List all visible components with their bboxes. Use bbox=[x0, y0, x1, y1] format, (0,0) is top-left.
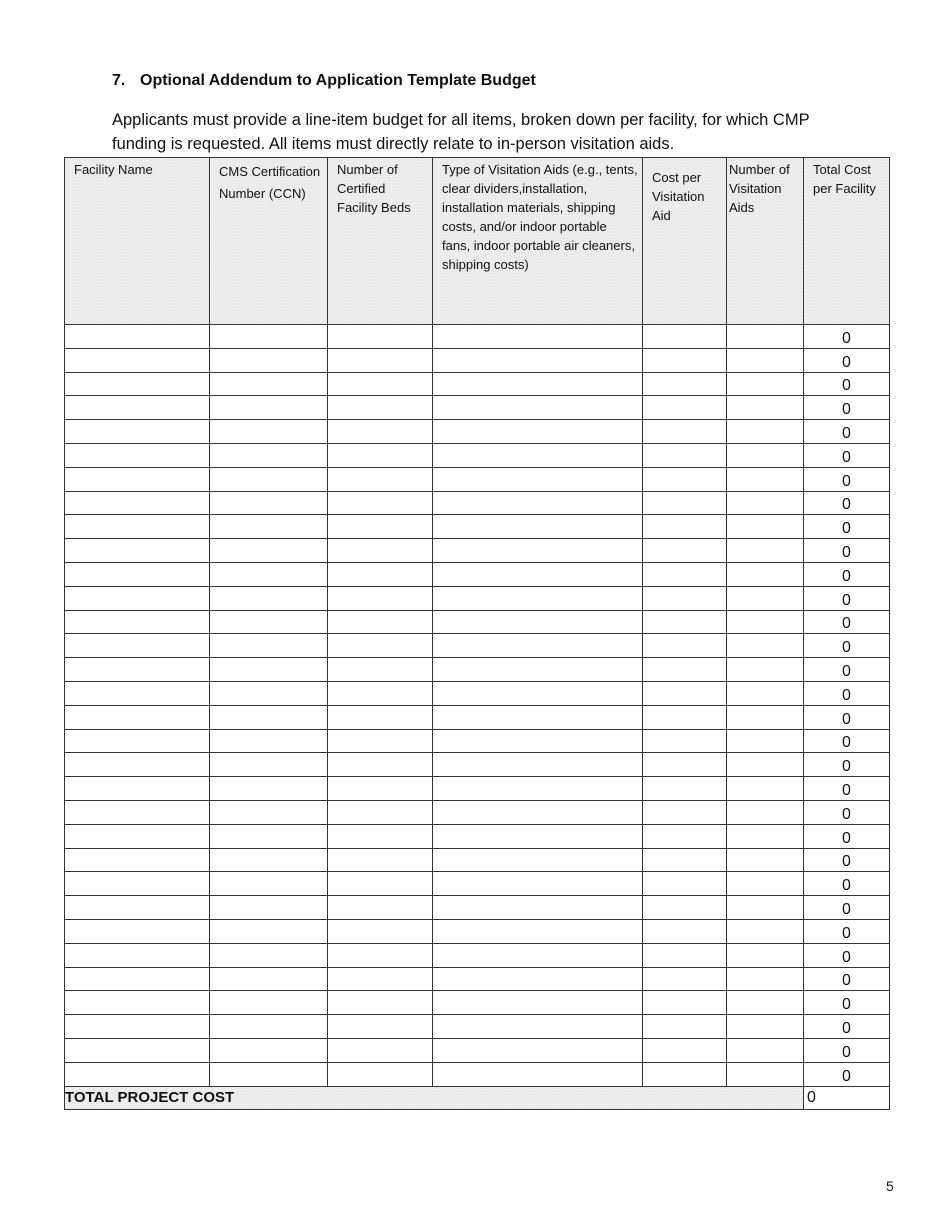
ccn-cell[interactable] bbox=[210, 943, 328, 967]
cost-per-aid-cell[interactable] bbox=[643, 348, 727, 372]
facility-name-cell[interactable] bbox=[65, 420, 210, 444]
number-of-aids-cell[interactable] bbox=[727, 872, 804, 896]
number-of-aids-cell[interactable] bbox=[727, 896, 804, 920]
visitation-aid-type-cell[interactable] bbox=[433, 396, 643, 420]
facility-name-cell[interactable] bbox=[65, 919, 210, 943]
total-cost-cell[interactable]: 0 bbox=[804, 1038, 890, 1062]
cost-per-aid-cell[interactable] bbox=[643, 967, 727, 991]
facility-name-cell[interactable] bbox=[65, 325, 210, 349]
total-cost-cell[interactable]: 0 bbox=[804, 634, 890, 658]
certified-beds-cell[interactable] bbox=[328, 467, 433, 491]
ccn-cell[interactable] bbox=[210, 396, 328, 420]
total-cost-cell[interactable]: 0 bbox=[804, 562, 890, 586]
cost-per-aid-cell[interactable] bbox=[643, 586, 727, 610]
ccn-cell[interactable] bbox=[210, 1015, 328, 1039]
number-of-aids-cell[interactable] bbox=[727, 1015, 804, 1039]
table-row bbox=[65, 919, 890, 943]
section-heading bbox=[112, 72, 536, 90]
visitation-aid-type-cell[interactable] bbox=[433, 991, 643, 1015]
total-cost-cell[interactable]: 0 bbox=[804, 491, 890, 515]
table-row bbox=[65, 1015, 890, 1039]
cost-per-aid-cell[interactable] bbox=[643, 848, 727, 872]
visitation-aid-type-cell[interactable] bbox=[433, 443, 643, 467]
total-cost-cell[interactable]: 0 bbox=[804, 872, 890, 896]
header-number-of-aids: Number of Visitation Aids bbox=[727, 158, 804, 325]
number-of-aids-cell[interactable] bbox=[727, 943, 804, 967]
cost-per-aid-cell[interactable] bbox=[643, 800, 727, 824]
table-row bbox=[65, 467, 890, 491]
number-of-aids-cell[interactable] bbox=[727, 586, 804, 610]
cost-per-aid-cell[interactable] bbox=[643, 658, 727, 682]
certified-beds-cell[interactable] bbox=[328, 1015, 433, 1039]
facility-name-cell[interactable] bbox=[65, 372, 210, 396]
section-title: Optional Addendum to Application Template Budget bbox=[140, 72, 536, 89]
ccn-cell[interactable] bbox=[210, 562, 328, 586]
number-of-aids-cell[interactable] bbox=[727, 491, 804, 515]
cost-per-aid-cell[interactable] bbox=[643, 872, 727, 896]
table-row bbox=[65, 562, 890, 586]
ccn-cell[interactable] bbox=[210, 753, 328, 777]
number-of-aids-cell[interactable] bbox=[727, 681, 804, 705]
number-of-aids-cell[interactable] bbox=[727, 634, 804, 658]
facility-name-cell[interactable] bbox=[65, 943, 210, 967]
header-certified-beds: Number of Certified Facility Beds bbox=[328, 158, 433, 325]
total-cost-cell[interactable]: 0 bbox=[804, 420, 890, 444]
facility-name-cell[interactable] bbox=[65, 848, 210, 872]
table-row bbox=[65, 610, 890, 634]
ccn-cell[interactable] bbox=[210, 800, 328, 824]
visitation-aid-type-cell[interactable] bbox=[433, 634, 643, 658]
ccn-cell[interactable] bbox=[210, 705, 328, 729]
visitation-aid-type-cell[interactable] bbox=[433, 681, 643, 705]
visitation-aid-type-cell[interactable] bbox=[433, 943, 643, 967]
table-row bbox=[65, 705, 890, 729]
table-row bbox=[65, 848, 890, 872]
facility-name-cell[interactable] bbox=[65, 610, 210, 634]
number-of-aids-cell[interactable] bbox=[727, 753, 804, 777]
facility-name-cell[interactable] bbox=[65, 800, 210, 824]
section-number: 7. bbox=[112, 72, 126, 89]
number-of-aids-cell[interactable] bbox=[727, 967, 804, 991]
facility-name-cell[interactable] bbox=[65, 824, 210, 848]
total-cost-cell[interactable]: 0 bbox=[804, 539, 890, 563]
number-of-aids-cell[interactable] bbox=[727, 467, 804, 491]
total-project-cost-value[interactable]: 0 bbox=[804, 1086, 890, 1109]
total-cost-cell[interactable]: 0 bbox=[804, 586, 890, 610]
facility-name-cell[interactable] bbox=[65, 777, 210, 801]
certified-beds-cell[interactable] bbox=[328, 753, 433, 777]
cost-per-aid-cell[interactable] bbox=[643, 562, 727, 586]
visitation-aid-type-cell[interactable] bbox=[433, 610, 643, 634]
ccn-cell[interactable] bbox=[210, 515, 328, 539]
visitation-aid-type-cell[interactable] bbox=[433, 467, 643, 491]
visitation-aid-type-cell[interactable] bbox=[433, 1038, 643, 1062]
ccn-cell[interactable] bbox=[210, 848, 328, 872]
cost-per-aid-cell[interactable] bbox=[643, 634, 727, 658]
total-cost-cell[interactable]: 0 bbox=[804, 372, 890, 396]
cost-per-aid-cell[interactable] bbox=[643, 753, 727, 777]
certified-beds-cell[interactable] bbox=[328, 991, 433, 1015]
cost-per-aid-cell[interactable] bbox=[643, 396, 727, 420]
table-row bbox=[65, 515, 890, 539]
total-cost-cell[interactable]: 0 bbox=[804, 515, 890, 539]
facility-name-cell[interactable] bbox=[65, 443, 210, 467]
number-of-aids-cell[interactable] bbox=[727, 372, 804, 396]
certified-beds-cell[interactable] bbox=[328, 872, 433, 896]
visitation-aid-type-cell[interactable] bbox=[433, 586, 643, 610]
table-row bbox=[65, 824, 890, 848]
certified-beds-cell[interactable] bbox=[328, 396, 433, 420]
cost-per-aid-cell[interactable] bbox=[643, 372, 727, 396]
facility-name-cell[interactable] bbox=[65, 467, 210, 491]
page-number: 5 bbox=[886, 1178, 894, 1194]
visitation-aid-type-cell[interactable] bbox=[433, 658, 643, 682]
table-row bbox=[65, 420, 890, 444]
ccn-cell[interactable] bbox=[210, 348, 328, 372]
table-row bbox=[65, 753, 890, 777]
number-of-aids-cell[interactable] bbox=[727, 705, 804, 729]
header-row bbox=[65, 158, 890, 325]
cost-per-aid-cell[interactable] bbox=[643, 919, 727, 943]
table-row bbox=[65, 658, 890, 682]
facility-name-cell[interactable] bbox=[65, 896, 210, 920]
table-row bbox=[65, 443, 890, 467]
certified-beds-cell[interactable] bbox=[328, 1038, 433, 1062]
ccn-cell[interactable] bbox=[210, 372, 328, 396]
ccn-cell[interactable] bbox=[210, 729, 328, 753]
facility-name-cell[interactable] bbox=[65, 1062, 210, 1086]
table-row bbox=[65, 777, 890, 801]
cost-per-aid-cell[interactable] bbox=[643, 610, 727, 634]
total-cost-cell[interactable]: 0 bbox=[804, 396, 890, 420]
table-row bbox=[65, 634, 890, 658]
ccn-cell[interactable] bbox=[210, 824, 328, 848]
ccn-cell[interactable] bbox=[210, 467, 328, 491]
cost-per-aid-cell[interactable] bbox=[643, 515, 727, 539]
table-row bbox=[65, 325, 890, 349]
certified-beds-cell[interactable] bbox=[328, 610, 433, 634]
facility-name-cell[interactable] bbox=[65, 491, 210, 515]
visitation-aid-type-cell[interactable] bbox=[433, 491, 643, 515]
certified-beds-cell[interactable] bbox=[328, 777, 433, 801]
cost-per-aid-cell[interactable] bbox=[643, 467, 727, 491]
ccn-cell[interactable] bbox=[210, 325, 328, 349]
number-of-aids-cell[interactable] bbox=[727, 848, 804, 872]
cost-per-aid-cell[interactable] bbox=[643, 420, 727, 444]
facility-name-cell[interactable] bbox=[65, 967, 210, 991]
total-cost-cell[interactable]: 0 bbox=[804, 753, 890, 777]
visitation-aid-type-cell[interactable] bbox=[433, 919, 643, 943]
certified-beds-cell[interactable] bbox=[328, 443, 433, 467]
total-cost-cell[interactable]: 0 bbox=[804, 777, 890, 801]
facility-name-cell[interactable] bbox=[65, 396, 210, 420]
ccn-cell[interactable] bbox=[210, 1062, 328, 1086]
total-cost-cell[interactable]: 0 bbox=[804, 919, 890, 943]
facility-name-cell[interactable] bbox=[65, 586, 210, 610]
total-cost-cell[interactable]: 0 bbox=[804, 348, 890, 372]
ccn-cell[interactable] bbox=[210, 896, 328, 920]
certified-beds-cell[interactable] bbox=[328, 420, 433, 444]
cost-per-aid-cell[interactable] bbox=[643, 1038, 727, 1062]
cost-per-aid-cell[interactable] bbox=[643, 491, 727, 515]
certified-beds-cell[interactable] bbox=[328, 681, 433, 705]
cost-per-aid-cell[interactable] bbox=[643, 896, 727, 920]
table-row bbox=[65, 991, 890, 1015]
total-cost-cell[interactable]: 0 bbox=[804, 991, 890, 1015]
table-row bbox=[65, 681, 890, 705]
facility-name-cell[interactable] bbox=[65, 729, 210, 753]
cost-per-aid-cell[interactable] bbox=[643, 777, 727, 801]
facility-name-cell[interactable] bbox=[65, 753, 210, 777]
visitation-aid-type-cell[interactable] bbox=[433, 562, 643, 586]
facility-name-cell[interactable] bbox=[65, 1038, 210, 1062]
visitation-aid-type-cell[interactable] bbox=[433, 539, 643, 563]
certified-beds-cell[interactable] bbox=[328, 800, 433, 824]
certified-beds-cell[interactable] bbox=[328, 896, 433, 920]
cost-per-aid-cell[interactable] bbox=[643, 1062, 727, 1086]
cost-per-aid-cell[interactable] bbox=[643, 824, 727, 848]
cost-per-aid-cell[interactable] bbox=[643, 443, 727, 467]
certified-beds-cell[interactable] bbox=[328, 658, 433, 682]
facility-name-cell[interactable] bbox=[65, 515, 210, 539]
certified-beds-cell[interactable] bbox=[328, 729, 433, 753]
facility-name-cell[interactable] bbox=[65, 658, 210, 682]
cost-per-aid-cell[interactable] bbox=[643, 539, 727, 563]
total-cost-cell[interactable]: 0 bbox=[804, 896, 890, 920]
cost-per-aid-cell[interactable] bbox=[643, 1015, 727, 1039]
certified-beds-cell[interactable] bbox=[328, 1062, 433, 1086]
facility-name-cell[interactable] bbox=[65, 991, 210, 1015]
certified-beds-cell[interactable] bbox=[328, 562, 433, 586]
header-ccn: CMS Certification Number (CCN) bbox=[210, 158, 328, 325]
certified-beds-cell[interactable] bbox=[328, 705, 433, 729]
table-row bbox=[65, 729, 890, 753]
ccn-cell[interactable] bbox=[210, 539, 328, 563]
number-of-aids-cell[interactable] bbox=[727, 610, 804, 634]
facility-name-cell[interactable] bbox=[65, 872, 210, 896]
table-row bbox=[65, 943, 890, 967]
visitation-aid-type-cell[interactable] bbox=[433, 824, 643, 848]
table-row bbox=[65, 800, 890, 824]
total-project-cost-label: TOTAL PROJECT COST bbox=[65, 1086, 804, 1109]
ccn-cell[interactable] bbox=[210, 491, 328, 515]
number-of-aids-cell[interactable] bbox=[727, 539, 804, 563]
facility-name-cell[interactable] bbox=[65, 348, 210, 372]
certified-beds-cell[interactable] bbox=[328, 824, 433, 848]
table-row bbox=[65, 872, 890, 896]
budget-rows bbox=[65, 325, 890, 1087]
facility-name-cell[interactable] bbox=[65, 1015, 210, 1039]
visitation-aid-type-cell[interactable] bbox=[433, 848, 643, 872]
total-cost-cell[interactable]: 0 bbox=[804, 800, 890, 824]
number-of-aids-cell[interactable] bbox=[727, 396, 804, 420]
total-cost-cell[interactable]: 0 bbox=[804, 848, 890, 872]
visitation-aid-type-cell[interactable] bbox=[433, 800, 643, 824]
header-visitation-aid-type: Type of Visitation Aids (e.g., tents, clear dividers,installation, installation materials, shipping costs, and/or indoor portable fans, indoor portable air cleaners, shipping costs) bbox=[433, 158, 643, 325]
facility-name-cell[interactable] bbox=[65, 539, 210, 563]
number-of-aids-cell[interactable] bbox=[727, 1062, 804, 1086]
total-cost-cell[interactable]: 0 bbox=[804, 658, 890, 682]
budget-table bbox=[64, 157, 890, 1110]
total-cost-cell[interactable]: 0 bbox=[804, 705, 890, 729]
ccn-cell[interactable] bbox=[210, 967, 328, 991]
ccn-cell[interactable] bbox=[210, 991, 328, 1015]
certified-beds-cell[interactable] bbox=[328, 943, 433, 967]
ccn-cell[interactable] bbox=[210, 777, 328, 801]
number-of-aids-cell[interactable] bbox=[727, 420, 804, 444]
number-of-aids-cell[interactable] bbox=[727, 729, 804, 753]
table-row bbox=[65, 896, 890, 920]
header-facility-name: Facility Name bbox=[65, 158, 210, 325]
table-row bbox=[65, 1038, 890, 1062]
visitation-aid-type-cell[interactable] bbox=[433, 1015, 643, 1039]
ccn-cell[interactable] bbox=[210, 658, 328, 682]
number-of-aids-cell[interactable] bbox=[727, 824, 804, 848]
visitation-aid-type-cell[interactable] bbox=[433, 348, 643, 372]
visitation-aid-type-cell[interactable] bbox=[433, 372, 643, 396]
ccn-cell[interactable] bbox=[210, 872, 328, 896]
certified-beds-cell[interactable] bbox=[328, 634, 433, 658]
number-of-aids-cell[interactable] bbox=[727, 919, 804, 943]
facility-name-cell[interactable] bbox=[65, 562, 210, 586]
table-row bbox=[65, 967, 890, 991]
certified-beds-cell[interactable] bbox=[328, 325, 433, 349]
number-of-aids-cell[interactable] bbox=[727, 325, 804, 349]
certified-beds-cell[interactable] bbox=[328, 586, 433, 610]
certified-beds-cell[interactable] bbox=[328, 372, 433, 396]
cost-per-aid-cell[interactable] bbox=[643, 705, 727, 729]
ccn-cell[interactable] bbox=[210, 586, 328, 610]
certified-beds-cell[interactable] bbox=[328, 491, 433, 515]
table-row bbox=[65, 1062, 890, 1086]
number-of-aids-cell[interactable] bbox=[727, 658, 804, 682]
number-of-aids-cell[interactable] bbox=[727, 991, 804, 1015]
facility-name-cell[interactable] bbox=[65, 681, 210, 705]
table-row bbox=[65, 491, 890, 515]
visitation-aid-type-cell[interactable] bbox=[433, 325, 643, 349]
total-cost-cell[interactable]: 0 bbox=[804, 681, 890, 705]
facility-name-cell[interactable] bbox=[65, 705, 210, 729]
header-total-cost: Total Cost per Facility bbox=[804, 158, 890, 325]
table-row bbox=[65, 348, 890, 372]
cost-per-aid-cell[interactable] bbox=[643, 729, 727, 753]
table-row bbox=[65, 396, 890, 420]
certified-beds-cell[interactable] bbox=[328, 539, 433, 563]
total-cost-cell[interactable]: 0 bbox=[804, 1062, 890, 1086]
visitation-aid-type-cell[interactable] bbox=[433, 896, 643, 920]
ccn-cell[interactable] bbox=[210, 919, 328, 943]
visitation-aid-type-cell[interactable] bbox=[433, 705, 643, 729]
ccn-cell[interactable] bbox=[210, 681, 328, 705]
visitation-aid-type-cell[interactable] bbox=[433, 967, 643, 991]
number-of-aids-cell[interactable] bbox=[727, 515, 804, 539]
cost-per-aid-cell[interactable] bbox=[643, 991, 727, 1015]
number-of-aids-cell[interactable] bbox=[727, 348, 804, 372]
total-cost-cell[interactable]: 0 bbox=[804, 943, 890, 967]
total-cost-cell[interactable]: 0 bbox=[804, 729, 890, 753]
certified-beds-cell[interactable] bbox=[328, 919, 433, 943]
header-cost-per-aid: Cost per Visitation Aid bbox=[643, 158, 727, 325]
visitation-aid-type-cell[interactable] bbox=[433, 1062, 643, 1086]
visitation-aid-type-cell[interactable] bbox=[433, 420, 643, 444]
ccn-cell[interactable] bbox=[210, 610, 328, 634]
total-cost-cell[interactable]: 0 bbox=[804, 610, 890, 634]
total-cost-cell[interactable]: 0 bbox=[804, 443, 890, 467]
number-of-aids-cell[interactable] bbox=[727, 777, 804, 801]
certified-beds-cell[interactable] bbox=[328, 967, 433, 991]
number-of-aids-cell[interactable] bbox=[727, 443, 804, 467]
facility-name-cell[interactable] bbox=[65, 634, 210, 658]
table-row bbox=[65, 372, 890, 396]
total-cost-cell[interactable]: 0 bbox=[804, 967, 890, 991]
number-of-aids-cell[interactable] bbox=[727, 800, 804, 824]
visitation-aid-type-cell[interactable] bbox=[433, 872, 643, 896]
certified-beds-cell[interactable] bbox=[328, 348, 433, 372]
total-cost-cell[interactable]: 0 bbox=[804, 467, 890, 491]
number-of-aids-cell[interactable] bbox=[727, 1038, 804, 1062]
total-cost-cell[interactable]: 0 bbox=[804, 824, 890, 848]
ccn-cell[interactable] bbox=[210, 634, 328, 658]
visitation-aid-type-cell[interactable] bbox=[433, 753, 643, 777]
total-cost-cell[interactable]: 0 bbox=[804, 325, 890, 349]
table-row bbox=[65, 539, 890, 563]
cost-per-aid-cell[interactable] bbox=[643, 943, 727, 967]
ccn-cell[interactable] bbox=[210, 420, 328, 444]
visitation-aid-type-cell[interactable] bbox=[433, 729, 643, 753]
cost-per-aid-cell[interactable] bbox=[643, 681, 727, 705]
visitation-aid-type-cell[interactable] bbox=[433, 777, 643, 801]
total-cost-cell[interactable]: 0 bbox=[804, 1015, 890, 1039]
number-of-aids-cell[interactable] bbox=[727, 562, 804, 586]
ccn-cell[interactable] bbox=[210, 1038, 328, 1062]
total-row bbox=[65, 1086, 890, 1109]
visitation-aid-type-cell[interactable] bbox=[433, 515, 643, 539]
section-intro: Applicants must provide a line-item budget for all items, broken down per facility, for which CMP funding is requested. All items must directly relate to in-person visitation aids. bbox=[112, 111, 810, 153]
cost-per-aid-cell[interactable] bbox=[643, 325, 727, 349]
certified-beds-cell[interactable] bbox=[328, 515, 433, 539]
certified-beds-cell[interactable] bbox=[328, 848, 433, 872]
ccn-cell[interactable] bbox=[210, 443, 328, 467]
table-row bbox=[65, 586, 890, 610]
